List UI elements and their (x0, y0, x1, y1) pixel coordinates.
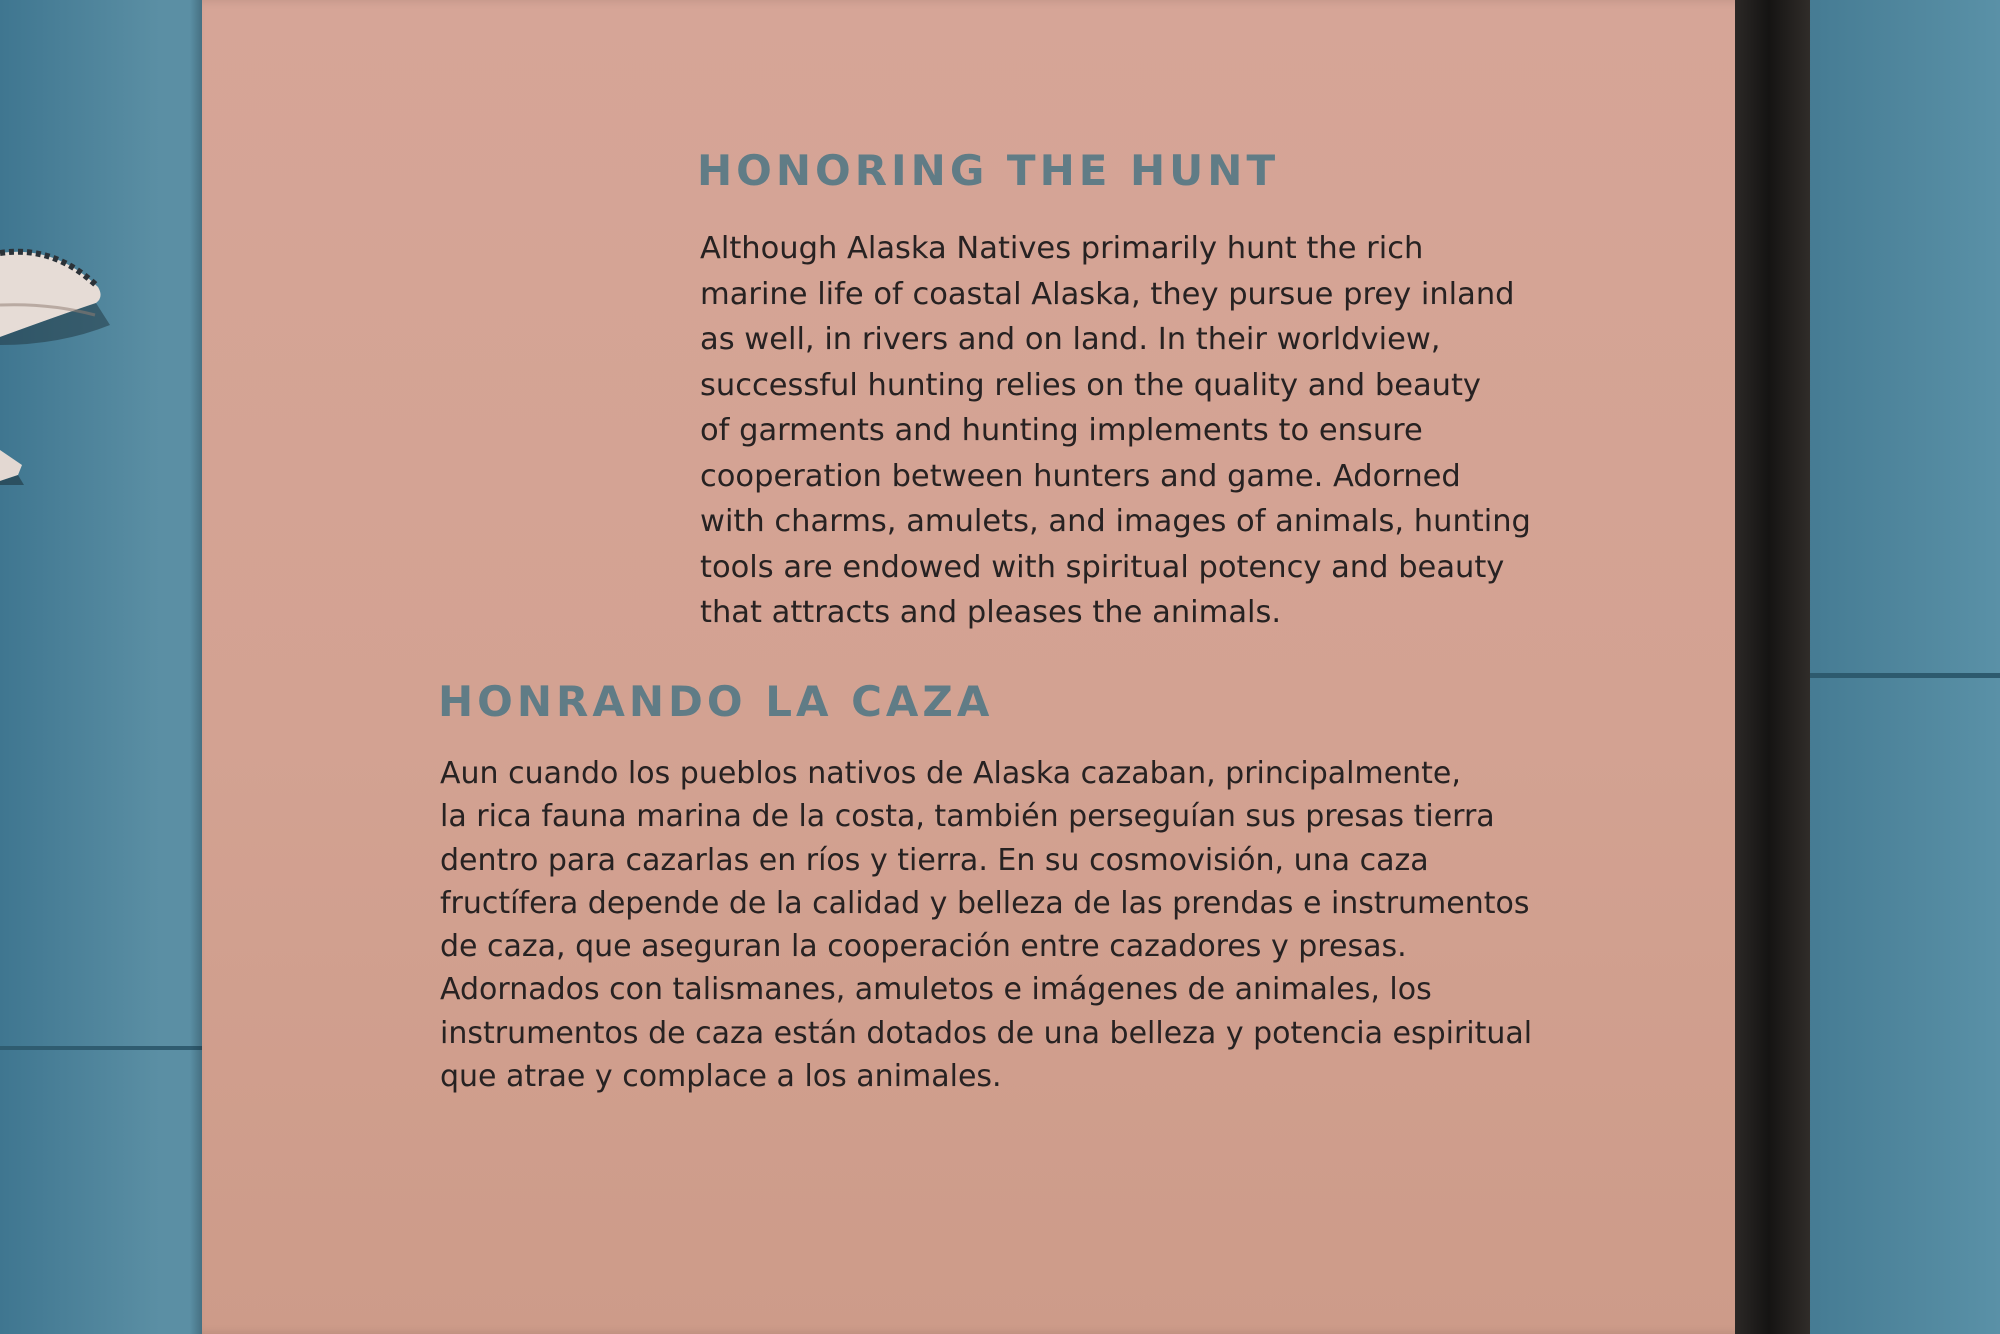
display-case-frame (1735, 0, 1810, 1334)
body-spanish-line: Aun cuando los pueblos nativos de Alaska cazaban, principalmente, (440, 756, 1461, 791)
body-english-line: marine life of coastal Alaska, they pursue prey inland (700, 276, 1515, 312)
body-spanish-line: instrumentos de caza están dotados de una belleza y potencia espiritual (440, 1015, 1533, 1051)
body-english-line: with charms, amulets, and images of animals, hunting (700, 504, 1531, 539)
heading-spanish: HONRANDO LA CAZA (438, 677, 994, 726)
body-spanish-line: dentro para cazarlas en ríos y tierra. En su cosmovisión, una caza (440, 842, 1429, 878)
heading-english: HONORING THE HUNT (697, 146, 1280, 195)
artifact-fragment (0, 445, 30, 485)
exhibit-sign-panel (202, 0, 1780, 1334)
body-english-line: Although Alaska Natives primarily hunt the rich (700, 231, 1424, 266)
body-english-line: as well, in rivers and on land. In their worldview, (700, 322, 1441, 357)
body-english-line: of garments and hunting implements to ensure (700, 413, 1423, 448)
body-spanish-line: que atrae y complace a los animales. (440, 1059, 1002, 1095)
artifact-fan-ornament (0, 245, 110, 345)
body-spanish-line: la rica fauna marina de la costa, también perseguían sus presas tierra (440, 799, 1495, 835)
body-english-line: that attracts and pleases the animals. (700, 595, 1282, 630)
body-spanish-line: de caza, que aseguran la cooperación entre cazadores y presas. (440, 929, 1407, 965)
body-spanish (440, 752, 1532, 1098)
body-english-line: tools are endowed with spiritual potency and beauty (700, 549, 1505, 585)
body-english (700, 226, 1531, 636)
body-spanish-line: fructífera depende de la calidad y belleza de las prendas e instrumentos (440, 885, 1530, 921)
wall-seam-left (0, 1046, 204, 1050)
body-english-line: successful hunting relies on the quality and beauty (700, 367, 1481, 403)
body-spanish-line: Adornados con talismanes, amuletos e imágenes de animales, los (440, 972, 1432, 1008)
body-english-line: cooperation between hunters and game. Adorned (700, 458, 1461, 494)
wall-right-panel (1806, 0, 2000, 1334)
wall-seam-right (1806, 673, 2000, 678)
